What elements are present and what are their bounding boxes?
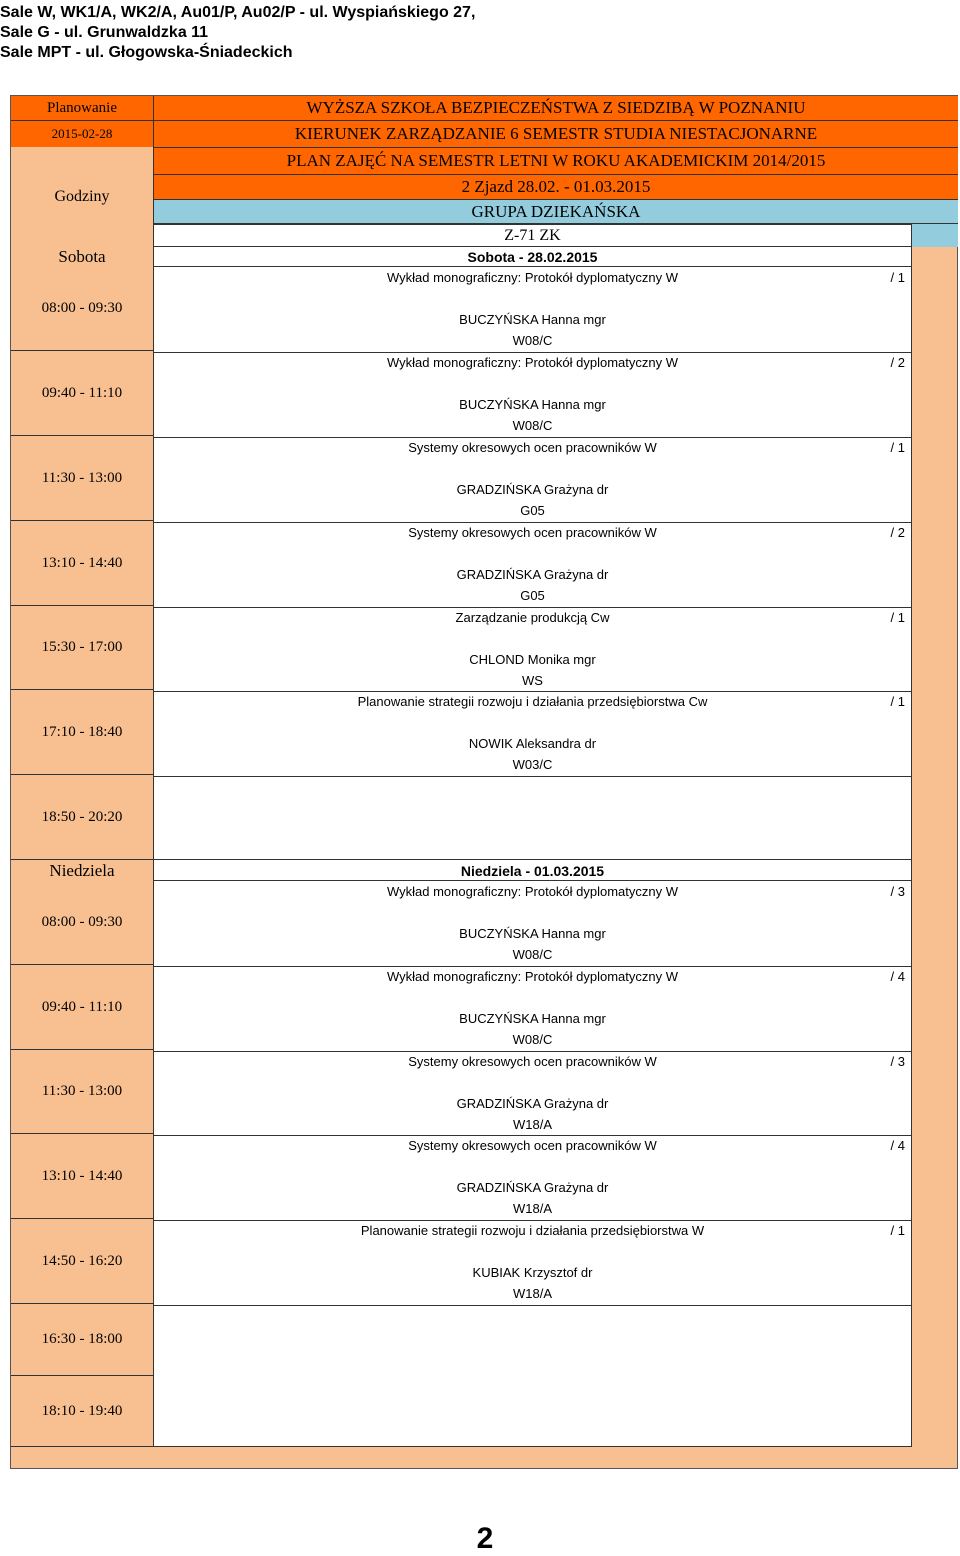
- course-title: Planowanie strategii rozwoju i działania przedsiębiorstwa W: [360, 1223, 705, 1238]
- time-slot: 09:40 - 11:10: [11, 965, 153, 1050]
- course-title: Planowanie strategii rozwoju i działania przedsiębiorstwa Cw: [357, 694, 708, 709]
- room-code: W08/C: [512, 418, 553, 433]
- room-code: W18/A: [512, 1201, 552, 1216]
- day-label-saturday: Sobota: [58, 247, 106, 266]
- course-title: Wykład monograficzny: Protokół dyplomatyczny W: [386, 270, 679, 285]
- sunday-entry-4: [154, 1135, 911, 1221]
- room-code: W08/C: [512, 947, 553, 962]
- teacher-name: GRADZIŃSKA Grażyna dr: [456, 1096, 609, 1111]
- course-title: Systemy okresowych ocen pracowników W: [408, 1138, 657, 1153]
- teacher-name: GRADZIŃSKA Grażyna dr: [456, 567, 609, 582]
- time-slot: 13:10 - 14:40: [11, 521, 153, 606]
- sunday-panel: [153, 880, 912, 1447]
- school-title: WYŻSZA SZKOŁA BEZPIECZEŃSTWA Z SIEDZIBĄ W POZNANIU: [153, 96, 958, 121]
- saturday-panel: [153, 266, 912, 860]
- teacher-name: GRADZIŃSKA Grażyna dr: [456, 1180, 609, 1195]
- teacher-name: KUBIAK Krzysztof dr: [472, 1265, 593, 1280]
- course-count: / 2: [890, 355, 905, 370]
- teacher-name: GRADZIŃSKA Grażyna dr: [456, 482, 609, 497]
- grupa-code: Z-71 ZK: [153, 224, 912, 247]
- planowanie-label: Planowanie: [11, 96, 153, 121]
- plan-title: PLAN ZAJĘĆ NA SEMESTR LETNI W ROKU AKADEMICKIM 2014/2015: [153, 148, 958, 175]
- location-line-1: Sale W, WK1/A, WK2/A, Au01/P, Au02/P - ul. Wyspiańskiego 27,: [0, 4, 476, 21]
- course-title: Wykład monograficzny: Protokół dyplomatyczny W: [386, 969, 679, 984]
- course-title: Systemy okresowych ocen pracowników W: [408, 525, 657, 540]
- sunday-entry-2: [154, 966, 911, 1052]
- course-count: / 3: [890, 1054, 905, 1069]
- room-code: W18/A: [512, 1286, 552, 1301]
- room-code: G05: [520, 503, 545, 518]
- time-slot: 13:10 - 14:40: [11, 1134, 153, 1219]
- saturday-entry-5: [154, 607, 911, 692]
- course-count: / 1: [890, 1223, 905, 1238]
- course-count: / 4: [890, 969, 905, 984]
- sunday-entry-3: [154, 1051, 911, 1136]
- time-slot: 14:50 - 16:20: [11, 1219, 153, 1304]
- time-slot: 18:10 - 19:40: [11, 1376, 153, 1447]
- teacher-name: NOWIK Aleksandra dr: [468, 736, 597, 751]
- room-code: G05: [520, 588, 545, 603]
- location-line-2: Sale G - ul. Grunwaldzka 11: [0, 24, 209, 41]
- saturday-entry-6: [154, 691, 911, 777]
- time-slot: 08:00 - 09:30: [11, 266, 153, 351]
- time-slot: 15:30 - 17:00: [11, 606, 153, 690]
- teacher-name: CHLOND Monika mgr: [469, 652, 596, 667]
- page-number: 2: [476, 1522, 494, 1555]
- room-code: W08/C: [512, 333, 553, 348]
- room-code: WS: [522, 673, 543, 688]
- time-slot: 16:30 - 18:00: [11, 1304, 153, 1376]
- time-slot: 18:50 - 20:20: [11, 775, 153, 860]
- room-code: W08/C: [512, 1032, 553, 1047]
- course-title: Wykład monograficzny: Protokół dyplomatyczny W: [386, 884, 679, 899]
- course-count: / 1: [890, 440, 905, 455]
- godziny-label: Godziny: [11, 147, 153, 247]
- saturday-entry-2: [154, 352, 911, 438]
- time-slot: 11:30 - 13:00: [11, 1050, 153, 1134]
- course-title: Systemy okresowych ocen pracowników W: [408, 1054, 657, 1069]
- teacher-name: BUCZYŃSKA Hanna mgr: [459, 1011, 606, 1026]
- room-code: W03/C: [512, 757, 553, 772]
- sunday-entry-1: [154, 881, 911, 967]
- time-slot: 08:00 - 09:30: [11, 880, 153, 965]
- kierunek-title: KIERUNEK ZARZĄDZANIE 6 SEMESTR STUDIA NIESTACJONARNE: [153, 121, 958, 148]
- course-title: Zarządzanie produkcją Cw: [455, 610, 610, 625]
- day-title-saturday: Sobota - 28.02.2015: [153, 247, 912, 267]
- course-count: / 4: [890, 1138, 905, 1153]
- time-slot: 17:10 - 18:40: [11, 690, 153, 775]
- course-title: Wykład monograficzny: Protokół dyplomatyczny W: [386, 355, 679, 370]
- sunday-entry-5: [154, 1220, 911, 1306]
- location-line-3: Sale MPT - ul. Głogowska-Śniadeckich: [0, 44, 293, 61]
- saturday-entry-1: [154, 267, 911, 353]
- day-label-sunday: Niedziela: [49, 861, 115, 880]
- saturday-entry-3: [154, 437, 911, 523]
- teacher-name: BUCZYŃSKA Hanna mgr: [459, 926, 606, 941]
- time-slot: 11:30 - 13:00: [11, 436, 153, 521]
- course-count: / 1: [890, 694, 905, 709]
- teacher-name: BUCZYŃSKA Hanna mgr: [459, 312, 606, 327]
- teacher-name: BUCZYŃSKA Hanna mgr: [459, 397, 606, 412]
- grupa-title: GRUPA DZIEKAŃSKA: [153, 200, 958, 224]
- course-count: / 1: [890, 270, 905, 285]
- course-count: / 3: [890, 884, 905, 899]
- saturday-entry-4: [154, 522, 911, 608]
- room-code: W18/A: [512, 1117, 552, 1132]
- course-count: / 2: [890, 525, 905, 540]
- location-header: [0, 3, 600, 63]
- plan-date: 2015-02-28: [11, 121, 153, 147]
- course-count: / 1: [890, 610, 905, 625]
- day-title-sunday: Niedziela - 01.03.2015: [153, 860, 912, 882]
- course-title: Systemy okresowych ocen pracowników W: [408, 440, 657, 455]
- time-slot: 09:40 - 11:10: [11, 351, 153, 436]
- zjazd-title: 2 Zjazd 28.02. - 01.03.2015: [153, 175, 958, 200]
